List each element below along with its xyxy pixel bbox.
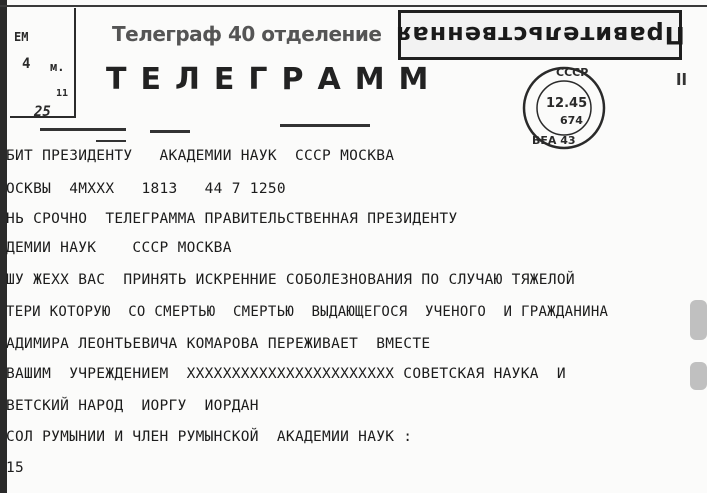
form-divider-dash	[96, 140, 126, 142]
postmark-line-4: ВЕА 43	[532, 134, 576, 147]
message-line: ТЕРИ КОТОРУЮ СО СМЕРТЬЮ СМЕРТЬЮ ВЫДАЮЩЕГОСЯ УЧЕНОГО И ГРАЖДАНИНА	[6, 304, 609, 320]
form-corner-box	[10, 8, 76, 118]
corner-mark-5: 11	[56, 88, 69, 99]
form-divider-dash	[150, 130, 190, 133]
message-line: ДЕМИИ НАУК СССР МОСКВА	[6, 240, 232, 256]
telegram-title: ТЕЛЕГРАММ	[106, 62, 443, 97]
message-line: БИТ ПРЕЗИДЕНТУ АКАДЕМИИ НАУК СССР МОСКВА	[6, 148, 395, 164]
postmark-line-2: 12.45	[546, 96, 588, 111]
message-line: 15	[6, 460, 25, 476]
message-line: НЬ СРОЧНО ТЕЛЕГРАММА ПРАВИТЕЛЬСТВЕННАЯ ПРЕЗИДЕНТУ	[6, 211, 458, 227]
corner-mark-4: 25	[34, 104, 51, 120]
form-divider-dash	[40, 128, 126, 131]
message-line: ВЕТСКИЙ НАРОД ИОРГУ ИОРДАН	[6, 398, 259, 414]
corner-mark-2: 4	[22, 56, 31, 72]
government-stamp	[395, 10, 685, 60]
corner-mark-3: м.	[50, 60, 65, 74]
stamp-text: Правительственная	[395, 21, 685, 49]
top-border-line	[0, 5, 707, 7]
message-line: СОЛ РУМЫНИИ И ЧЛЕН РУМЫНСКОЙ АКАДЕМИИ НАУК :	[6, 429, 413, 445]
form-divider-dash	[280, 124, 370, 127]
message-line: ВАШИМ УЧРЕЖДЕНИЕМ ХХХХХХХХХХХХХХХХХХХХХХХ СОВЕТСКАЯ НАУКА И	[6, 366, 566, 382]
telegraph-office-line: Телеграф 40 отделение	[112, 22, 382, 46]
postmark-line-1: СССР	[556, 66, 589, 79]
postmark-line-3: 674	[560, 114, 583, 127]
corner-mark-1: ЕМ	[14, 30, 29, 44]
message-line: АДИМИРА ЛЕОНТЬЕВИЧА КОМАРОВА ПЕРЕЖИВАЕТ ВМЕСТЕ	[6, 336, 431, 352]
scan-smudge	[690, 362, 707, 390]
scan-smudge	[690, 300, 707, 340]
message-line: ОСКВЫ 4МХХХ 1813 44 7 1250	[6, 181, 286, 197]
message-line: ШУ ЖЕХХ ВАС ПРИНЯТЬ ИСКРЕННИЕ СОБОЛЕЗНОВАНИЯ ПО СЛУЧАЮ ТЯЖЕЛОЙ	[6, 272, 575, 288]
page-number: ll	[676, 70, 687, 89]
